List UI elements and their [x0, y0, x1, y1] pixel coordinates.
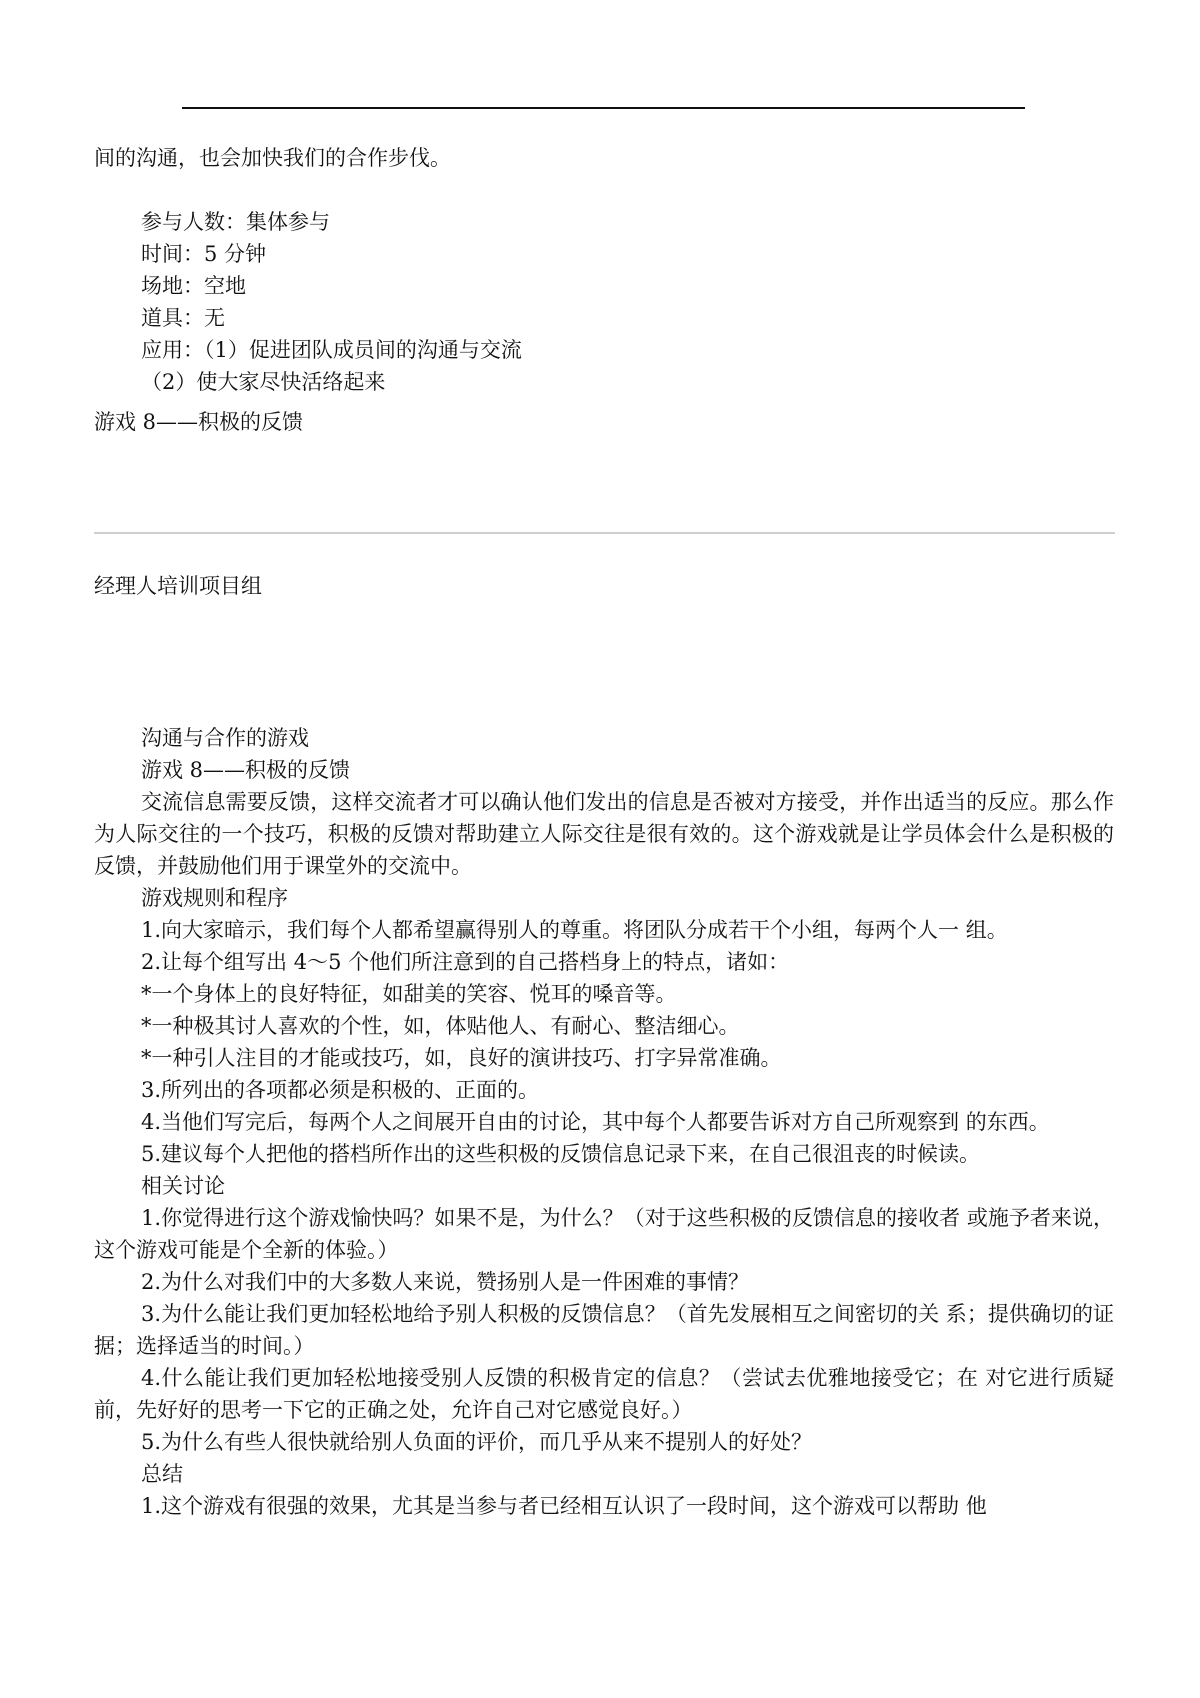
rule-item: 4.当他们写完后，每两个人之间展开自由的讨论，其中每个人都要告诉对方自己所观察到 的东西。: [141, 1110, 1050, 1134]
header-rule: [182, 107, 1025, 109]
intro-paragraph: 交流信息需要反馈，这样交流者才可以确认他们发出的信息是否被对方接受，并作出适当的反应。那么作为人际交往的一个技巧，积极的反馈对帮助建立人际交往是很有效的。这个游戏就是让学员体会什么是积极的反馈，并鼓励他们用于课堂外的交流中。: [94, 790, 1114, 878]
application-detail-2: （2）使大家尽快活络起来: [141, 370, 386, 394]
game-title: 游戏 8——积极的反馈: [141, 758, 351, 782]
participants-detail: 参与人数：集体参与: [141, 210, 330, 234]
section-divider: [94, 532, 1115, 534]
application-detail: 应用：（1）促进团队成员间的沟通与交流: [141, 338, 522, 362]
summary-heading: 总结: [141, 1462, 183, 1486]
organization-name: 经理人培训项目组: [94, 574, 262, 598]
next-game-title: 游戏 8——积极的反馈: [94, 410, 304, 434]
discussion-heading: 相关讨论: [141, 1174, 225, 1198]
discussion-item: 1.你觉得进行这个游戏愉快吗？如果不是，为什么？（对于这些积极的反馈信息的接收者 或施予者来说，这个游戏可能是个全新的体验。）: [94, 1206, 1114, 1262]
continuation-text: 间的沟通，也会加快我们的合作步伐。: [94, 146, 451, 170]
time-detail: 时间：5 分钟: [141, 242, 267, 266]
rule-example: *一种引人注目的才能或技巧，如，良好的演讲技巧、打字异常准确。: [141, 1046, 782, 1070]
summary-item: 1.这个游戏有很强的效果，尤其是当参与者已经相互认识了一段时间，这个游戏可以帮助 他: [141, 1494, 987, 1518]
rule-example: *一个身体上的良好特征，如甜美的笑容、悦耳的嗓音等。: [141, 982, 677, 1006]
discussion-item: 5.为什么有些人很快就给别人负面的评价，而几乎从来不提别人的好处？: [141, 1430, 813, 1454]
category-heading: 沟通与合作的游戏: [141, 726, 309, 750]
discussion-item: 3.为什么能让我们更加轻松地给予别人积极的反馈信息？（首先发展相互之间密切的关 系；提供确切的证据；选择适当的时间。）: [94, 1302, 1114, 1358]
rule-item: 3.所列出的各项都必须是积极的、正面的。: [141, 1078, 540, 1102]
game-content: [94, 722, 1114, 1522]
venue-detail: 场地：空地: [141, 274, 246, 298]
rule-example: *一种极其讨人喜欢的个性，如，体贴他人、有耐心、整洁细心。: [141, 1014, 740, 1038]
rule-item: 5.建议每个人把他的搭档所作出的这些积极的反馈信息记录下来，在自己很沮丧的时候读。: [141, 1142, 981, 1166]
discussion-item: 4.什么能让我们更加轻松地接受别人反馈的积极肯定的信息？（尝试去优雅地接受它；在 对它进行质疑前，先好好的思考一下它的正确之处，允许自己对它感觉良好。）: [94, 1366, 1114, 1422]
rules-heading: 游戏规则和程序: [141, 886, 288, 910]
props-detail: 道具：无: [141, 306, 225, 330]
previous-game-section: [94, 142, 1114, 438]
discussion-item: 2.为什么对我们中的大多数人来说，赞扬别人是一件困难的事情？: [141, 1270, 750, 1294]
rule-item: 2.让每个组写出 4～5 个他们所注意到的自己搭档身上的特点，诸如：: [141, 950, 790, 974]
rule-item: 1.向大家暗示，我们每个人都希望赢得别人的尊重。将团队分成若干个小组，每两个人一 组。: [141, 918, 1008, 942]
